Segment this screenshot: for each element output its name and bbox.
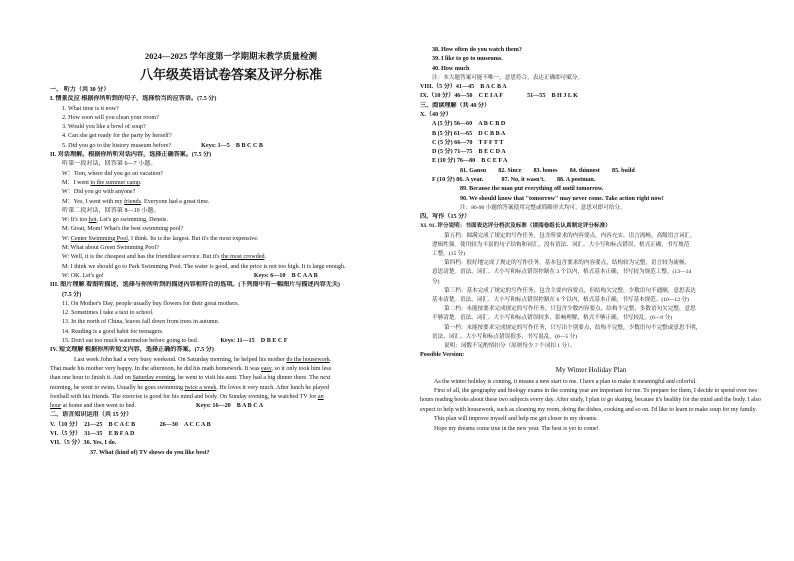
listening-sentence: 1. What time is it now?: [62, 105, 119, 112]
picture-sentence: 14. Reading is a good habit for teenagers.: [62, 328, 164, 335]
dialogue-line: [50, 198, 412, 207]
dialogue-heading: 听第二段对话，回答第 8—10 小题。: [62, 207, 160, 214]
underlined-answer: do the housework: [286, 356, 330, 363]
answer-line: B (5 分) 61—65 D C B B A: [432, 130, 506, 137]
text-segment: W: Well, it is the cheapest and has the friendliest service. But it's: [62, 254, 222, 261]
picture-sentence-with-keys: [50, 337, 412, 346]
text-segment: M：Yes, I went with my: [62, 198, 125, 205]
main-title: 八年级英语试卷答案及评分标准: [139, 67, 322, 82]
scoring-criteria: 第一档：未能按要求完成规定的写作任务，只写出个别要点，结构不完整，少数语句不完整或意思不明，: [444, 324, 702, 331]
text-segment: W: It's too: [62, 217, 89, 224]
scoring-criteria: 基本清楚。语法、词汇、大小写和标点错误控制在 6 个以内，格式基本正确，书写基本规范。(10—12 分): [432, 297, 689, 304]
answer-line: IX.（10 分）46—50 C E I A F 51—55 B H J L K: [420, 93, 578, 100]
listening-sentence: 3. Would you like a bowl of soup?: [62, 124, 146, 131]
text-segment: That made his mother very happy. In the afternoon, he did his math homework. It was: [50, 365, 261, 372]
text-segment: . Let's go swimming, Dennis.: [96, 217, 168, 224]
underlined-answer: hot: [88, 217, 97, 224]
passage-line-with-keys: [50, 402, 412, 411]
underlined-answer: hour: [50, 403, 62, 410]
listening-sentence: 5. Did you go to the history museum before?: [62, 142, 172, 149]
picture-sentence: 11. On Mother's Day, people usually buy flowers for their great mothers.: [62, 300, 240, 307]
dialogue-line: [50, 216, 412, 225]
part-ii-heading: II. 对话理解。根据你所听对话内容，选择正确答案。(7.5 分): [50, 152, 212, 159]
passage-line: [50, 356, 412, 365]
possible-version-label: Possible Version:: [420, 352, 465, 359]
dialogue-line: W：Tom, where did you go on vacation?: [62, 170, 163, 177]
passage-line: [50, 393, 412, 402]
underlined-answer: the most crowded: [221, 254, 265, 261]
exam-title: 2024—2025 学年度第一学期期末教学质量检测: [144, 51, 318, 61]
scoring-criteria: 意思清楚。语法、词汇、大小写和标点错误控制在 3 个以内，格式基本正确，书写较为规范工整。(13—14: [432, 269, 692, 276]
answer-line: A (5 分) 56—60 A B C B D: [432, 121, 506, 128]
note: 说明：词数不足酌情扣分（原则每少 7 个词扣 1 分）。: [444, 343, 576, 350]
scoring-criteria: 第二档：未能按要求完成规定的写作任务，只包含少数内容要点，结构不完整，多数语句欠完整，意思: [444, 306, 696, 313]
picture-sentence: 12. Sometimes I take a taxi to school.: [62, 310, 154, 317]
left-column: [50, 50, 412, 458]
passage-line: [50, 384, 412, 393]
part-iv-heading: IV. 短文理解 根据你所听短文内容，选择正确的答案。(7.5 分): [50, 347, 214, 354]
text-segment: , so it only took him less: [271, 365, 332, 372]
answer-keys: Keys: 16—20 B A B C A: [195, 403, 264, 410]
answer-keys: Keys: 6—10 B C A A B: [253, 272, 318, 279]
dialogue-line-with-keys: [50, 272, 412, 281]
section-writing-heading: 四、写作（15 分）: [420, 214, 471, 221]
passage-line: [50, 365, 412, 374]
listening-sentence-with-keys: [50, 142, 412, 151]
answer-line: VIII.（5 分）41—45 B A C B A: [420, 84, 507, 91]
essay-paragraph: Hope my dreams come true in the new year. The best is yet to come!: [434, 425, 599, 432]
dialogue-line: [50, 235, 412, 244]
answer-line: F (10 分) 86. A year. 87. No, it wasn't. 88. A postman.: [432, 177, 596, 184]
scoring-criteria: 逻辑性强。使用较为丰富的句子结构和词汇，没有语法、词汇、大小写和标点错误，格式正确，书写规范: [432, 241, 690, 248]
underlined-answer: Saturday evening: [132, 375, 175, 382]
answer-line: 40. How much: [432, 65, 470, 72]
dialogue-line: M: Great, Mom! What's the best swimming pool?: [62, 226, 184, 233]
scoring-criteria: 分): [432, 278, 440, 285]
essay-paragraph: This plan will improve myself and help me get closer to my dreams.: [434, 416, 598, 423]
answer-line: D (5 分) 71—75 B E C D A: [432, 149, 506, 156]
answer-keys: Keys: 1—5 B B C C B: [201, 142, 263, 149]
answer-line: X.（40 分）: [420, 111, 452, 118]
dialogue-line: [50, 179, 412, 188]
section-listening-heading: 一、 听力（共 30 分）: [50, 87, 110, 93]
underlined-answer: twice a week: [184, 384, 217, 391]
scoring-criteria: 第四档：很好地完成了规定的写作任务，基本包含要求的内容要点，结构较为完整，语言较为流畅，: [444, 260, 691, 267]
essay-paragraph: As the winter holiday is coming, it means a new start to me. I have a plan to make it meaningful and colorful.: [434, 378, 697, 385]
answer-line: 38. How often do you watch them?: [432, 47, 522, 53]
essay-title: My Winter Holiday Plan: [555, 365, 627, 374]
text-segment: , I think. Its is the largest. But it's the most expensive.: [127, 235, 259, 242]
answer-line: 90. We should know that "tomorrow" may never come. Take action right now!: [460, 195, 664, 202]
dialogue-line: [50, 253, 412, 262]
scoring-heading: XI. 91. 评分说明：书面表达评分档次及标准（请阅卷组长认真制定评分标准）: [420, 223, 611, 230]
answer-line: 81. Gansu 82. Since 83. bones 84. thinnest 85. build: [460, 167, 635, 174]
listening-sentence: 4. Can she get ready for the party by herself?: [62, 133, 172, 140]
part-iii-points: (7.5 分): [62, 291, 82, 298]
answer-line: C (5 分) 66—70 T F F T T: [432, 139, 504, 146]
dialogue-line: W：Did you go with anyone?: [62, 189, 136, 196]
answer-line: VII.（5 分）36. Yes, I do.: [50, 440, 117, 447]
text-segment: W:: [62, 235, 71, 242]
note: 注：86-90 小题的答案使用完整或简略形式均可，意思对即可给分。: [460, 204, 626, 211]
part-i-heading: I. 情景反应 根据你所听到的句子，选择恰当的应答语。(7.5 分): [50, 96, 217, 103]
text-segment: morning, he went to swim. Usually he goes swimming: [50, 384, 185, 391]
dialogue-line: W: OK. Let's go!: [62, 272, 104, 279]
dialogue-line: M: I think we should go to Park Swimming Pool. The water is good, and the price is not too high. It is large enough.: [62, 263, 346, 270]
dialogue-line: M: What about Green Swimming Pool?: [62, 245, 159, 252]
text-segment: at home and then went to bed.: [61, 403, 136, 410]
underlined-answer: Center Swimming Pool: [70, 235, 128, 242]
text-segment: . He loves it very much. After lunch he played: [216, 384, 329, 391]
text-segment: .: [140, 179, 142, 186]
underlined-answer: easy: [260, 365, 272, 372]
answer-line: V.（10 分） 21—25 B C A C B 26—30 A C C A B: [50, 421, 211, 428]
answer-line: E (10 分) 76—80 B C E F A: [432, 158, 508, 165]
answer-line: VI.（5 分） 31—35 E B F A D: [50, 430, 135, 437]
answer-line: 89. Because the man put everything off until tomorrow.: [460, 186, 604, 193]
picture-sentence: 13. In the north of China, leaves fall down from trees in autumn.: [62, 319, 220, 326]
text-segment: . Everyone had a great time.: [140, 198, 210, 205]
passage-line: [50, 374, 412, 383]
scoring-criteria: 第五档：圆满完成了规定的写作任务，包含所要求的内容要点，内容充实，语言流畅，高级语言词汇，: [444, 232, 696, 239]
section-language-heading: 二、语言知识运用（共 15 分）: [50, 412, 133, 419]
part-iii-heading: III. 图片理解 看图听描述，选择与你所听到的描述内容相符合的选项。(下列图中有一幅图片与描述内容无关): [50, 282, 340, 289]
essay-paragraph: First of all, the geography and biology exams in the coming year are important for me. To prepare for them, I decide to spend over two hours reading books about these two subjects every day. After study, I plan to go skating, because it's healthy for the mind and the body. I also expect to help with housework, such as cleaning my room, doing the dishes, cooking and so on. I'd like to learn to make soup for my family.: [420, 388, 761, 413]
answer-line: 37. What (kind of) TV shows do you like best?: [90, 449, 210, 456]
picture-sentence: 15. Don't eat too much watermelon before going to bed.: [62, 338, 199, 345]
scoring-criteria: 第三档：基本完成了规定的写作任务，包含主要内容要点，但结构欠完整，少数语句不通顺，意思表达: [444, 287, 696, 294]
text-segment: .: [264, 254, 267, 261]
underlined-answer: to the summer camp: [90, 179, 141, 186]
text-segment: .: [329, 356, 332, 363]
right-column: [420, 46, 762, 434]
underlined-answer: an: [317, 393, 324, 400]
section-reading-heading: 三、阅读理解（共 40 分）: [420, 102, 491, 109]
text-segment: M：I went: [62, 179, 91, 186]
text-segment: than one hour to finish it. And on: [50, 375, 133, 382]
underlined-answer: friends: [124, 198, 141, 205]
scoring-criteria: 语法、词汇、大小写和标点错误很多，书写混乱。(0—5 分): [432, 333, 577, 340]
answer-keys: Keys: 11—15 D B E C F: [220, 338, 288, 345]
listening-sentence: 2. How soon will you clean your room?: [62, 114, 159, 121]
scoring-criteria: 不够清楚。语法、词汇、大小写和标点错误较多，影响理解，格式不够正确，书写较乱。(6—9 分): [432, 315, 673, 322]
answer-line: 39. I like to go to museums.: [432, 56, 503, 63]
dialogue-heading: 听第一段对话，回答第 6—7 小题。: [62, 161, 157, 168]
note: 注：本大题答案可能不唯一，意思符合，表达正确即可赋分。: [432, 74, 584, 81]
scoring-criteria: 工整。(15 分): [432, 251, 466, 258]
text-segment: Last week John had a very busy weekend. On Saturday morning, he helped his mother: [74, 356, 287, 363]
text-segment: football with his friends. The exercise is good for his mind and body. On Sunday evening, he watched TV for: [50, 393, 318, 400]
text-segment: , he went to visit his aunt. They had a big dinner there. The next: [174, 375, 331, 382]
